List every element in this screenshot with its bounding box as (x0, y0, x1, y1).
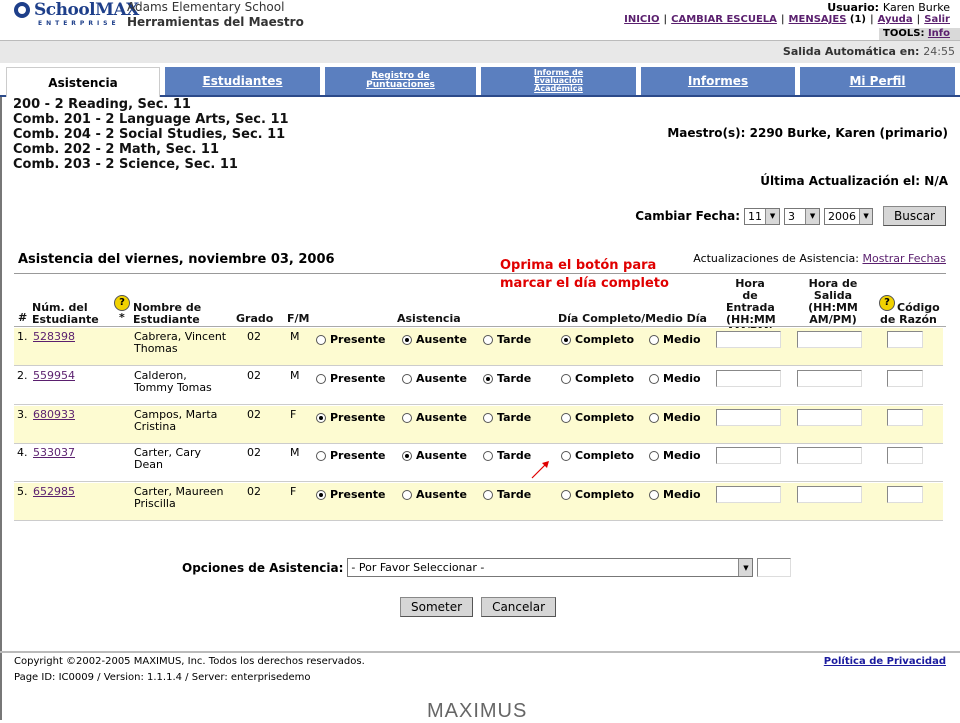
gender-cell: M (290, 446, 300, 459)
radio-label: Tarde (497, 372, 532, 385)
row-index: 2. (17, 369, 28, 382)
row-divider (14, 365, 943, 366)
radio-label: Completo (575, 372, 635, 385)
radio-button[interactable] (649, 413, 659, 423)
late-radio[interactable] (483, 333, 531, 346)
section-line: 200 - 2 Reading, Sec. 11 (13, 97, 191, 112)
attendance-options-row (182, 558, 791, 577)
nav-mensajes-link[interactable]: MENSAJES (788, 14, 847, 25)
full-day-radio[interactable] (561, 333, 634, 346)
row-divider (14, 520, 943, 521)
radio-label: Tarde (497, 488, 532, 501)
grade-cell: 02 (247, 369, 261, 382)
col-student-number-line1: Núm. del (32, 301, 88, 314)
tools-label: TOOLS: (883, 28, 925, 39)
col-index: # (18, 311, 28, 324)
date-change-label: Cambiar Fecha: (635, 209, 741, 223)
submit-button[interactable]: Someter (400, 597, 473, 617)
radio-button[interactable] (483, 374, 493, 384)
radio-label: Completo (575, 449, 635, 462)
tools-bar (879, 28, 960, 40)
radio-label: Presente (330, 333, 386, 346)
radio-button[interactable] (483, 490, 493, 500)
schoolmax-logo-icon (14, 2, 30, 18)
student-id-link[interactable]: 652985 (33, 485, 75, 498)
tab-informes[interactable]: Informes (641, 67, 795, 95)
day-select[interactable] (784, 208, 820, 225)
radio-button[interactable] (483, 451, 493, 461)
radio-button[interactable] (483, 335, 493, 345)
half-day-radio[interactable] (649, 488, 701, 501)
session-bar (0, 40, 960, 64)
row-divider (14, 481, 943, 482)
radio-label: Ausente (416, 411, 467, 424)
full-day-radio[interactable] (561, 411, 634, 424)
student-id-link[interactable]: 680933 (33, 408, 75, 421)
section-line: Comb. 204 - 2 Social Studies, Sec. 11 (13, 127, 286, 142)
late-radio[interactable] (483, 372, 531, 385)
radio-label: Ausente (416, 449, 467, 462)
col-student-number-line2: Estudiante (32, 313, 99, 326)
student-id-cell (33, 447, 75, 459)
radio-label: Presente (330, 449, 386, 462)
time-out-input[interactable] (797, 331, 862, 348)
annotation-arrow-icon (530, 458, 552, 480)
student-name-line2: Tommy Tomas (134, 381, 212, 394)
radio-button[interactable] (316, 335, 326, 345)
copyright: Copyright ©2002-2005 MAXIMUS, Inc. Todos los derechos reservados. (14, 656, 365, 667)
radio-button[interactable] (561, 374, 571, 384)
radio-button[interactable] (649, 335, 659, 345)
nav-inicio-link[interactable]: INICIO (624, 14, 660, 25)
dropdown-arrow-icon: ▼ (738, 559, 752, 576)
absent-radio[interactable] (402, 449, 467, 462)
present-radio[interactable] (316, 449, 386, 462)
student-name-line1: Campos, Marta (134, 408, 218, 421)
radio-label: Presente (330, 488, 386, 501)
grade-cell: 02 (247, 408, 261, 421)
col-reason-line2: de Razón (880, 313, 937, 326)
attendance-title: Asistencia del viernes, noviembre 03, 2006 (18, 252, 335, 267)
month-value: 11 (748, 209, 763, 223)
student-id-cell (33, 409, 75, 421)
reason-code-input[interactable] (887, 331, 923, 348)
tab-informe-line2: Evaluación (534, 76, 583, 85)
student-id-cell (33, 331, 75, 343)
student-name-cell (134, 370, 212, 394)
student-name-cell (134, 447, 201, 471)
student-name-line1: Cabrera, Vincent (134, 330, 227, 343)
section-line: Comb. 203 - 2 Science, Sec. 11 (13, 157, 238, 172)
full-day-radio[interactable] (561, 488, 634, 501)
radio-label: Tarde (497, 411, 532, 424)
col-time-in-line2: Entrada (726, 301, 775, 314)
privacy-policy (824, 656, 946, 667)
time-in-input[interactable] (716, 370, 781, 387)
attendance-options-label: Opciones de Asistencia: (182, 560, 344, 575)
annotation-line2: marcar el día completo (500, 276, 669, 291)
radio-button[interactable] (316, 490, 326, 500)
student-name-line2: Cristina (134, 420, 177, 433)
year-value: 2006 (828, 209, 857, 223)
radio-button[interactable] (402, 335, 412, 345)
student-name-line1: Carter, Maureen (134, 485, 224, 498)
reason-code-input[interactable] (887, 447, 923, 464)
student-name-line1: Carter, Cary (134, 446, 201, 459)
col-time-out-line1: Hora de (808, 277, 858, 290)
footer-divider (0, 651, 960, 653)
table-row (14, 483, 943, 521)
radio-label: Presente (330, 411, 386, 424)
col-time-out-line3: (HH:MM (808, 301, 858, 314)
row-index: 1. (17, 330, 28, 343)
time-out-input[interactable] (797, 409, 862, 426)
radio-button[interactable] (649, 374, 659, 384)
late-radio[interactable] (483, 411, 531, 424)
tab-estudiantes[interactable]: Estudiantes (165, 67, 320, 95)
col-student-name (133, 302, 201, 326)
col-time-in-line1: Hora de (735, 277, 765, 302)
radio-button[interactable] (561, 413, 571, 423)
col-star: * (119, 311, 125, 324)
radio-label: Ausente (416, 333, 467, 346)
dropdown-arrow-icon: ▼ (805, 209, 819, 224)
logo-subtext: ENTERPRISE (38, 20, 120, 27)
reason-code-input[interactable] (887, 409, 923, 426)
day-value: 3 (788, 209, 796, 223)
radio-button[interactable] (316, 451, 326, 461)
search-button[interactable]: Buscar (883, 206, 946, 226)
radio-label: Completo (575, 333, 635, 346)
time-out-input[interactable] (797, 447, 862, 464)
grade-cell: 02 (247, 330, 261, 343)
last-update: Última Actualización el: N/A (760, 174, 948, 188)
radio-button[interactable] (316, 374, 326, 384)
divider (14, 273, 946, 274)
gender-cell: M (290, 330, 300, 343)
student-name-line2: Thomas (134, 342, 178, 355)
time-out-input[interactable] (797, 370, 862, 387)
absent-radio[interactable] (402, 411, 467, 424)
col-student-number (32, 302, 99, 326)
time-in-input[interactable] (716, 331, 781, 348)
gender-cell: F (290, 485, 297, 498)
school-name: Adams Elementary School (127, 0, 285, 14)
radio-label: Ausente (416, 488, 467, 501)
section-line: Comb. 202 - 2 Math, Sec. 11 (13, 142, 220, 157)
half-day-radio[interactable] (649, 411, 701, 424)
tab-informe-line1: Informe de (533, 68, 584, 77)
table-row (14, 367, 943, 405)
table-row (14, 406, 943, 444)
col-time-in-line3: (HH:MM (726, 313, 776, 326)
attendance-options-value: - Por Favor Seleccionar - (351, 561, 485, 574)
half-day-radio[interactable] (649, 333, 701, 346)
col-student-name-line1: Nombre de (133, 301, 202, 314)
time-in-input[interactable] (716, 486, 781, 503)
top-nav: INICIO | CAMBIAR ESCUELA | MENSAJES (1) | Ayuda | Salir (624, 14, 950, 25)
app-name: Herramientas del Maestro (127, 15, 304, 29)
col-time-out-line2: Salida (813, 289, 853, 302)
radio-button[interactable] (402, 490, 412, 500)
tools-info-link[interactable]: Info (927, 28, 950, 39)
col-reason-code (880, 302, 940, 326)
present-radio[interactable] (316, 333, 386, 346)
student-name-line2: Priscilla (134, 497, 176, 510)
tab-registro-puntuaciones[interactable] (325, 67, 476, 95)
radio-button[interactable] (649, 451, 659, 461)
col-time-out (806, 278, 860, 326)
absent-radio[interactable] (402, 333, 467, 346)
grade-cell: 02 (247, 485, 261, 498)
radio-label: Medio (663, 372, 701, 385)
student-name-cell (134, 486, 224, 510)
logo-text: SchoolMAX (34, 0, 139, 20)
window-edge (0, 0, 2, 720)
col-grade: Grado (236, 312, 274, 325)
section-line: Comb. 201 - 2 Language Arts, Sec. 11 (13, 112, 289, 127)
radio-label: Ausente (416, 372, 467, 385)
month-select[interactable] (744, 208, 780, 225)
student-id-cell (33, 486, 75, 498)
radio-label: Completo (575, 411, 635, 424)
table-row (14, 444, 943, 482)
time-in-input[interactable] (716, 447, 781, 464)
radio-button[interactable] (316, 413, 326, 423)
reason-code-input[interactable] (887, 370, 923, 387)
col-time-out-line4: AM/PM) (809, 313, 857, 326)
radio-button[interactable] (561, 490, 571, 500)
tab-informe-evaluacion[interactable] (481, 67, 636, 95)
radio-button[interactable] (402, 374, 412, 384)
present-radio[interactable] (316, 411, 386, 424)
date-change-row (635, 205, 946, 227)
half-day-radio[interactable] (649, 449, 701, 462)
tab-registro-line2: Puntuaciones (366, 80, 435, 90)
time-out-input[interactable] (797, 486, 862, 503)
full-day-radio[interactable] (561, 372, 634, 385)
year-select[interactable] (824, 208, 873, 225)
gender-cell: M (290, 369, 300, 382)
col-reason-line1: Código (897, 301, 940, 314)
col-attendance: Asistencia (397, 312, 461, 325)
help-icon[interactable]: ? (114, 295, 130, 311)
nav-cambiar-escuela-link[interactable]: CAMBIAR ESCUELA (671, 14, 777, 25)
radio-label: Presente (330, 372, 386, 385)
late-radio[interactable] (483, 488, 531, 501)
row-index: 5. (17, 485, 28, 498)
radio-label: Medio (663, 333, 701, 346)
tab-strip (0, 63, 960, 97)
attendance-options-select[interactable] (347, 558, 753, 577)
table-row (14, 328, 943, 366)
radio-button[interactable] (483, 413, 493, 423)
user-info (827, 1, 950, 14)
full-day-radio[interactable] (561, 449, 634, 462)
radio-button[interactable] (402, 451, 412, 461)
privacy-policy-link[interactable]: Política de Privacidad (823, 656, 946, 667)
student-id-link[interactable]: 528398 (33, 330, 75, 343)
reason-code-input[interactable] (887, 486, 923, 503)
row-divider (14, 404, 943, 405)
radio-button[interactable] (402, 413, 412, 423)
radio-label: Completo (575, 488, 635, 501)
attendance-options-code-input[interactable] (757, 558, 791, 577)
radio-label: Tarde (497, 449, 532, 462)
dropdown-arrow-icon: ▼ (765, 209, 779, 224)
cancel-button[interactable]: Cancelar (481, 597, 556, 617)
gender-cell: F (290, 408, 297, 421)
student-name-line1: Calderon, (134, 369, 187, 382)
updates-label: Actualizaciones de Asistencia: (693, 252, 859, 265)
grade-cell: 02 (247, 446, 261, 459)
show-dates-link[interactable]: Mostrar Fechas (862, 252, 946, 265)
row-index: 4. (17, 446, 28, 459)
app-header (0, 0, 960, 40)
form-buttons (400, 597, 556, 617)
col-day-type: Día Completo/Medio Día (558, 312, 707, 325)
session-timeout (783, 45, 955, 58)
user-label: Usuario: (827, 1, 880, 14)
present-radio[interactable] (316, 488, 386, 501)
col-student-name-line2: Estudiante (133, 313, 200, 326)
radio-button[interactable] (561, 335, 571, 345)
radio-button[interactable] (649, 490, 659, 500)
radio-label: Medio (663, 449, 701, 462)
session-label: Salida Automática en: (782, 45, 920, 58)
tab-registro-line1: Registro de (371, 71, 430, 81)
absent-radio[interactable] (402, 488, 467, 501)
half-day-radio[interactable] (649, 372, 701, 385)
attendance-updates (693, 252, 946, 265)
maximus-logo: MAXIMUS (427, 700, 528, 722)
instruction-annotation (500, 257, 669, 293)
header-divider (14, 326, 946, 327)
radio-label: Medio (663, 488, 701, 501)
teacher-info: Maestro(s): 2290 Burke, Karen (primario) (667, 126, 948, 140)
radio-label: Medio (663, 411, 701, 424)
radio-label: Tarde (497, 333, 532, 346)
row-index: 3. (17, 408, 28, 421)
nav-ayuda-link[interactable]: Ayuda (877, 14, 913, 25)
nav-salir-link[interactable]: Salir (924, 14, 950, 25)
messages-count: (1) (849, 14, 866, 25)
radio-button[interactable] (561, 451, 571, 461)
time-in-input[interactable] (716, 409, 781, 426)
session-timer: 24:55 (923, 45, 955, 58)
tab-asistencia[interactable]: Asistencia (6, 67, 160, 97)
annotation-line1: Oprima el botón para (500, 258, 657, 273)
student-name-cell (134, 409, 217, 433)
help-icon[interactable]: ? (879, 295, 895, 311)
student-id-link[interactable]: 559954 (33, 369, 75, 382)
late-radio[interactable] (483, 449, 531, 462)
col-gender: F/M (287, 312, 310, 325)
student-name-cell (134, 331, 226, 355)
student-name-line2: Dean (134, 458, 163, 471)
dropdown-arrow-icon: ▼ (859, 209, 872, 224)
page-id: Page ID: IC0009 / Version: 1.1.1.4 / Server: enterprisedemo (14, 672, 311, 683)
tab-mi-perfil[interactable]: Mi Perfil (800, 67, 955, 95)
student-id-link[interactable]: 533037 (33, 446, 75, 459)
user-name: Karen Burke (882, 1, 950, 14)
present-radio[interactable] (316, 372, 386, 385)
tab-informe-line3: Académica (534, 84, 583, 93)
student-id-cell (33, 370, 75, 382)
absent-radio[interactable] (402, 372, 467, 385)
